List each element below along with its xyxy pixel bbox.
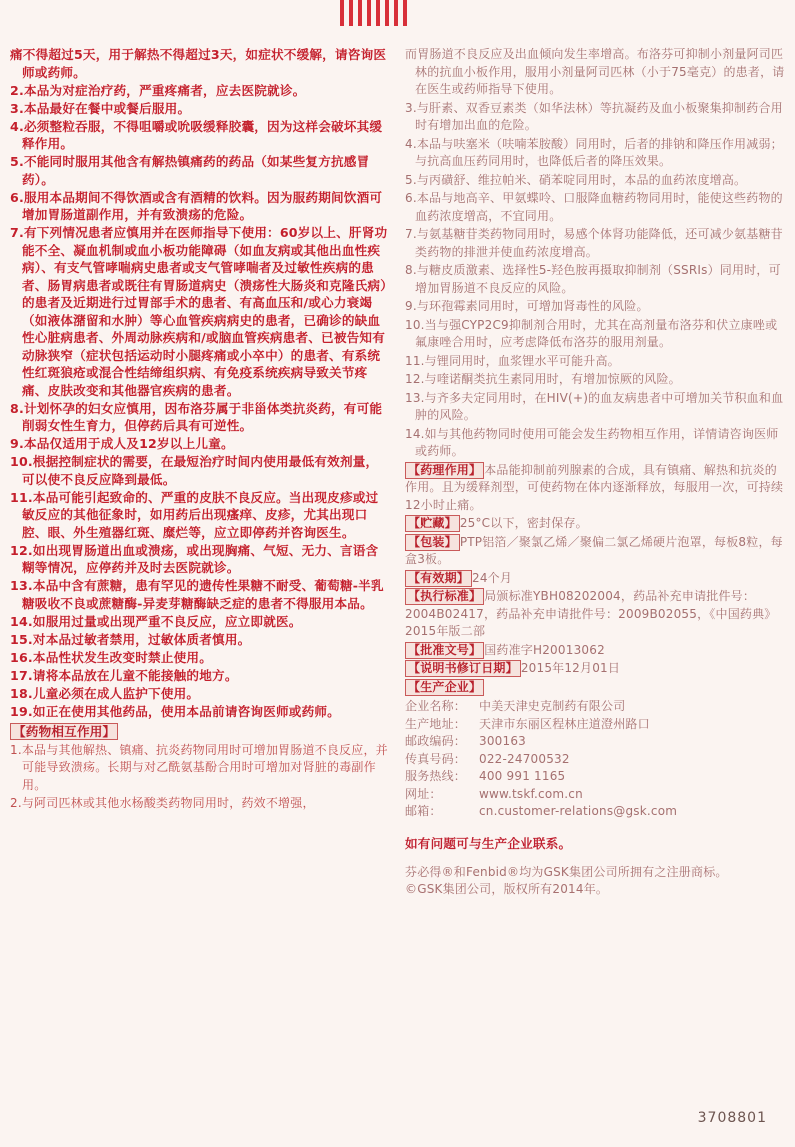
company-row (405, 716, 787, 734)
section-package (405, 534, 787, 569)
company-value: 300163 (479, 734, 527, 748)
section-tag: 【批准文号】 (405, 642, 484, 659)
interaction-item: 14.如与其他药物同时使用可能会发生药物相互作用，详情请咨询医师或药师。 (405, 426, 779, 458)
precaution-item: 6.服用本品期间不得饮酒或含有酒精的饮料。因为服药期间饮酒可增加胃肠道副作用，并有致溃疡的危险。 (10, 189, 383, 222)
section-tag: 【执行标准】 (405, 588, 484, 605)
company-row (405, 751, 787, 769)
section-tag: 【说明书修订日期】 (405, 660, 521, 677)
precaution-item: 19.如正在使用其他药品，使用本品前请咨询医师或药师。 (10, 703, 340, 719)
section-tag: 【药理作用】 (405, 462, 484, 479)
company-row (405, 698, 787, 716)
precaution-item: 3.本品最好在餐中或餐后服用。 (10, 100, 191, 116)
interaction-item: 13.与齐多夫定同用时，在HIV(+)的血友病患者中可增加关节积血和血肿的风险。 (405, 390, 784, 422)
precaution-item: 11.本品可能引起致命的、严重的皮肤不良反应。当出现皮疹或过敏反应的其他征象时，如用药后出现瘙痒、皮疹，尤其出现口腔、眼、外生殖器红斑、糜烂等，应立即停药并咨询医生。 (10, 489, 379, 540)
interaction-item: 而胃肠道不良反应及出血倾向发生率增高。布洛芬可抑制小剂量阿司匹林的抗血小板作用，服用小剂量阿司匹林（小于75毫克）的患者，请在医生或药师指导下使用。 (405, 47, 785, 96)
section-standard (405, 588, 787, 641)
interaction-item: 11.与锂同用时，血浆锂水平可能升高。 (405, 353, 620, 368)
left-column (10, 46, 390, 813)
section-tag: 【有效期】 (405, 570, 472, 587)
section-tag-interactions: 【药物相互作用】 (10, 723, 118, 740)
company-row (405, 803, 787, 821)
interaction-item: 9.与环孢霉素同用时，可增加肾毒性的风险。 (405, 299, 649, 313)
company-row (405, 786, 787, 804)
company-label: 邮政编码： (405, 734, 467, 748)
section-tag: 【贮藏】 (405, 515, 460, 532)
company-value: 天津市东丽区程林庄道澄州路口 (479, 716, 650, 731)
interaction-item: 10.当与强CYP2C9抑制剂合用时，尤其在高剂量布洛芬和伏立康唑或氟康唑合用时，应考虑降低布洛芬的服用剂量。 (405, 317, 778, 349)
precaution-item: 16.本品性状发生改变时禁止使用。 (10, 649, 213, 665)
precaution-item: 2.本品为对症治疗药，严重疼痛者，应去医院就诊。 (10, 82, 306, 98)
interaction-item: 5.与丙磺舒、维拉帕米、硝苯啶同用时，本品的血药浓度增高。 (405, 172, 747, 187)
copyright-line: ©GSK集团公司，版权所有2014年。 (405, 882, 609, 896)
company-row (405, 733, 787, 751)
precaution-item: 4.必须整粒吞服，不得咀嚼或吮吸缓释胶囊，因为这样会破坏其缓释作用。 (10, 118, 383, 151)
precaution-item: 12.如出现胃肠道出血或溃疡，或出现胸痛、气短、无力、言语含糊等情况，应停药并及时去医院就诊。 (10, 542, 379, 575)
interaction-item: 12.与喹诺酮类抗生素同用时，有增加惊厥的风险。 (405, 372, 681, 386)
section-text: 国药准字H20013062 (484, 642, 605, 657)
company-label: 生产地址： (405, 716, 467, 731)
section-tag: 【包装】 (405, 534, 460, 551)
interaction-item: 2.与阿司匹林或其他水杨酸类药物同用时，药效不增强， (10, 795, 315, 810)
company-label: 邮箱： (405, 804, 442, 818)
precaution-item: 15.对本品过敏者禁用，过敏体质者慎用。 (10, 631, 251, 647)
section-tag: 【生产企业】 (405, 679, 484, 696)
company-label: 传真号码： (405, 751, 467, 766)
section-storage (405, 515, 787, 533)
precaution-item: 14.如服用过量或出现严重不良反应，应立即就医。 (10, 613, 302, 629)
trademark-notice (405, 864, 787, 898)
precaution-item: 10.根据控制症状的需要，在最短治疗时间内使用最低有效剂量，可以使不良反应降到最低。 (10, 454, 379, 487)
section-revision-date (405, 660, 787, 678)
company-value: www.tskf.com.cn (479, 786, 583, 801)
section-validity (405, 570, 787, 588)
precaution-item: 7.有下列情况患者应慎用并在医师指导下使用：60岁以上、肝肾功能不全、凝血机制或血小板功能障碍（如血友病或其他出血性疾病）、有支气管哮喘病史患者或支气管哮喘者及过敏性疾病的患者、肠胃病患者或既往有胃肠道病史（溃疡性大肠炎和克隆氏病）的患者及近期进行过胃部手术的患者、有高血压和/或心力衰竭（如液体潴留和水肿）等心血管疾病病史的患者，已确诊的缺血性心脏病患者、外周动脉疾病和/或脑血管疾病患者、已被告知有动脉狭窄（症状包括运动时小腿疼痛或小卒中）的患者、有系统性红斑狼疮或混合性结缔组织病、有免疫系统疾病导致关节疼痛、皮肤改变和其他器官疾病的患者。 (10, 225, 388, 398)
section-manufacturer (405, 679, 787, 697)
company-label: 企业名称： (405, 699, 467, 713)
company-row (405, 768, 787, 786)
section-approval (405, 642, 787, 660)
section-text: 25°C以下，密封保存。 (459, 516, 588, 530)
company-label: 服务热线： (405, 769, 467, 783)
interaction-item: 8.与糖皮质激素、选择性5-羟色胺再摄取抑制剂（SSRIs）同用时，可增加胃肠道不良反应的风险。 (405, 263, 781, 295)
interaction-item: 4.本品与呋塞米（呋喃苯胺酸）同用时，后者的排钠和降压作用减弱；与抗高血压药同用时，也降低后者的降压效果。 (405, 136, 783, 168)
company-value: cn.customer-relations@gsk.com (479, 804, 678, 818)
color-bar-marks (340, 0, 407, 26)
precaution-item: 13.本品中含有蔗糖，患有罕见的遗传性果糖不耐受、葡萄糖-半乳糖吸收不良或蔗糖酶-异麦芽糖酶缺乏症的患者不得服用本品。 (10, 578, 384, 611)
interaction-item: 6.本品与地高辛、甲氨蝶呤、口服降血糖药物同用时，能使这些药物的血药浓度增高，不宜同用。 (405, 191, 783, 223)
contact-note: 如有问题可与生产企业联系。 (405, 835, 572, 851)
section-pharmacology (405, 462, 787, 515)
precaution-item: 5.不能同时服用其他含有解热镇痛药的药品（如某些复方抗感冒药）。 (10, 154, 370, 187)
precaution-item: 17.请将本品放在儿童不能接触的地方。 (10, 667, 238, 683)
precaution-item: 痛不得超过5天，用于解热不得超过3天，如症状不缓解，请咨询医师或药师。 (10, 47, 387, 80)
trademark-line: 芬必得®和Fenbid®均为GSK集团公司所拥有之注册商标。 (405, 865, 728, 879)
company-value: 400 991 1165 (479, 769, 566, 783)
interaction-item: 7.与氨基糖苷类药物同用时，易感个体肾功能降低，还可减少氨基糖苷类药物的排泄并使血药浓度增高。 (405, 227, 783, 259)
section-text: PTP铝箔／聚氯乙烯／聚偏二氯乙烯硬片泡罩，每板8粒，每盒3板。 (405, 534, 783, 566)
company-value: 中美天津史克制药有限公司 (479, 699, 626, 713)
print-code: 3708801 (697, 1110, 767, 1126)
precaution-item: 18.儿童必须在成人监护下使用。 (10, 685, 200, 701)
precaution-item: 8.计划怀孕的妇女应慎用，因布洛芬属于非甾体类抗炎药，有可能削弱女性生育力，但停药后具有可逆性。 (10, 400, 383, 433)
right-column (405, 46, 787, 898)
section-text: 本品能抑制前列腺素的合成，具有镇痛、解热和抗炎的作用。且为缓释剂型，可使药物在体内逐渐释放，每服用一次，可持续12小时止痛。 (405, 462, 784, 512)
section-text: 2015年12月01日 (520, 661, 621, 675)
company-label: 网址： (405, 786, 442, 801)
section-text: 24个月 (472, 570, 513, 585)
interaction-item: 3.与肝素、双香豆素类（如华法林）等抗凝药及血小板聚集抑制药合用时有增加出血的危险。 (405, 100, 783, 132)
interaction-item: 1.本品与其他解热、镇痛、抗炎药物同用时可增加胃肠道不良反应，并可能导致溃疡。长期与对乙酰氨基酚合用时可增加对肾脏的毒副作用。 (10, 742, 388, 792)
company-value: 022-24700532 (479, 751, 570, 766)
precaution-item: 9.本品仅适用于成人及12岁以上儿童。 (10, 436, 234, 451)
section-text: 局颁标准YBH08202004，药品补充申请批件号：2004B02417，药品补充申请批件号：2009B02055，《中国药典》2015年版二部 (405, 589, 777, 638)
manufacturer-info (405, 698, 787, 821)
